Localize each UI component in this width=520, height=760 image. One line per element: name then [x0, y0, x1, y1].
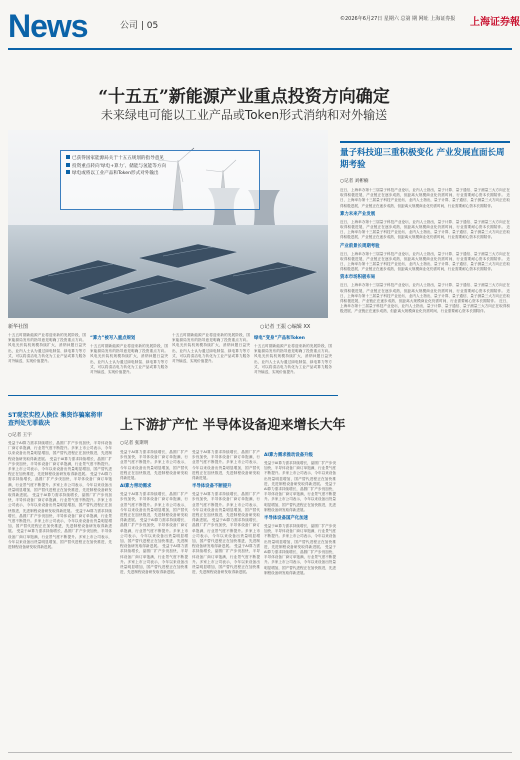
summary-item: 绿电或将以工业产品和Token形式对外输出 [66, 170, 254, 178]
news-logo: News [8, 8, 88, 44]
left-article-author: ○记者 王宇 [8, 433, 32, 438]
semiconductor-headline: 上下游扩产忙 半导体设备迎来增长大年 [120, 418, 346, 433]
lead-column-2: “算力”被写入重点规划 十五五时期新能源产业将迎来新的发展阶段，国家能源局发布的指导意见明确了投资重点方向。风电光伏装机规模持续扩大，消纳问题日益突出，业内人士认为通过绿电制氢、绿电算力等方式，可以将清洁电力转化为工业产品或算力服务对外输送，实现价值提升。 [90, 336, 168, 375]
left-article-headline: ST观宏实控人换位 集资诈骗案将审查判处无罪裁决 [8, 412, 103, 427]
side-article-body: 近日，上海举办第十三届量子科技产业论坛，业内人士指出，量子计算、量子通信、量子测量三大方向正在取得积极进展，产业链正在逐步成熟，但距离大规模商业化仍需时间，行业需要耐心资本长期陪伴。 近日，上海举办第十三届量子科技产业论坛，业内人士指出，量子计算、量子通信、量子测量三大方向正在取得积极进展，产业链正在逐步成熟，但距离大规模商业化仍需时间，行业需要耐心资本长期陪伴。 算力未来产业发展 近日，上海举办第十三届量子科技产业论坛，业内人士指出，量子计算、量子通信、量子测量三大方向正在取得积极进展，产业链正在逐步成熟，但距离大规模商业化仍需时间，行业需要耐心资本长期陪伴。 近日，上海举办第十三届量子科技产业论坛，业内人士指出，量子计算、量子通信、量子测量三大方向正在取得积极进展，产业链正在逐步成熟，但距离大规模商业化仍需时间，行业需要耐心资本长期陪伴。 产业前景长周期考验 近日，上海举办第十三届量子科技产业论坛，业内人士指出，量子计算、量子通信、量子测量三大方向正在取得积极进展，产业链正在逐步成熟，但距离大规模商业化仍需时间，行业需要耐心资本长期陪伴。 近日，上海举办第十三届量子科技产业论坛，业内人士指出，量子计算、量子通信、量子测量三大方向正在取得积极进展，产业链正在逐步成熟，但距离大规模商业化仍需时间，行业需要耐心资本长期陪伴。 资本市场积极布局 近日，上海举办第十三届量子科技产业论坛，业内人士指出，量子计算、量子通信、量子测量三大方向正在取得积极进展，产业链正在逐步成熟，但距离大规模商业化仍需时间，行业需要耐心资本长期陪伴。 近日，上海举办第十三届量子科技产业论坛，业内人士指出，量子计算、量子通信、量子测量三大方向正在取得积极进展，产业链正在逐步成熟，但距离大规模商业化仍需时间，行业需要耐心资本长期陪伴。 近日，上海举办第十三届量子科技产业论坛，业内人士指出，量子计算、量子通信、量子测量三大方向正在取得积极进展，产业链正在逐步成熟，但距离大规模商业化仍需时间，行业需要耐心资本长期陪伴。 [340, 188, 510, 314]
summary-item: 已获得国家能源局关于十五五规划的指导意见 [66, 155, 254, 163]
left-article-body: 受益于AI算力需求持续增长，晶圆厂扩产步伐加快，半导体设备厂商订单饱满，行业景气度不断提升。多家上市公司表示，今年以来设备出货量明显增加，国产替代进程正在加快推进，先进制程设备研发取得新进展。 受益于AI算力需求持续增长，晶圆厂扩产步伐加快，半导体设备厂商订单饱满，行业景气度不断提升。多家上市公司表示，今年以来设备出货量明显增加，国产替代进程正在加快推进，先进制程设备研发取得新进展。 受益于AI算力需求持续增长，晶圆厂扩产步伐加快，半导体设备厂商订单饱满，行业景气度不断提升。多家上市公司表示，今年以来设备出货量明显增加，国产替代进程正在加快推进，先进制程设备研发取得新进展。 受益于AI算力需求持续增长，晶圆厂扩产步伐加快，半导体设备厂商订单饱满，行业景气度不断提升。多家上市公司表示，今年以来设备出货量明显增加，国产替代进程正在加快推进，先进制程设备研发取得新进展。 受益于AI算力需求持续增长，晶圆厂扩产步伐加快，半导体设备厂商订单饱满，行业景气度不断提升。多家上市公司表示，今年以来设备出货量明显增加，国产替代进程正在加快推进，先进制程设备研发取得新进展。 受益于AI算力需求持续增长，晶圆厂扩产步伐加快，半导体设备厂商订单饱满，行业景气度不断提升。多家上市公司表示，今年以来设备出货量明显增加，国产替代进程正在加快推进，先进制程设备研发取得新进展。 [8, 441, 112, 550]
column-subtitle: 半导体设备不断提升 [192, 484, 232, 490]
lead-column-3: 十五五时期新能源产业将迎来新的发展阶段，国家能源局发布的指导意见明确了投资重点方向。风电光伏装机规模持续扩大，消纳问题日益突出，业内人士认为通过绿电制氢、绿电算力等方式，可以将清洁电力转化为工业产品或算力服务对外输送，实现价值提升。 [172, 333, 250, 364]
column-subtitle: AI算力带动需求 [120, 484, 152, 490]
section-divider [8, 395, 338, 396]
column-subtitle: AI算力需求推动设备升级 [264, 453, 313, 458]
bullet-square-icon [66, 170, 70, 174]
column-subtitle: “算力”被写入重点规划 [90, 336, 136, 341]
column-subtitle: 半导体设备国产化加速 [264, 516, 308, 522]
lead-column-4: 绿电“变身”产品和Token 十五五时期新能源产业将迎来新的发展阶段，国家能源局发布的指导意见明确了投资重点方向。风电光伏装机规模持续扩大，消纳问题日益突出，业内人士认为通过绿电制氢、绿电算力等方式，可以将清洁电力转化为工业产品或算力服务对外输送，实现价值提升。 [254, 336, 332, 375]
dateline: ©2026年6月27日 星期六 总第 期 网址 上海证券报 [340, 16, 456, 22]
section-label: 公司 | 05 [120, 21, 159, 31]
side-subtitle: 产业前景长周期考验 [340, 243, 380, 249]
side-subtitle: 资本市场积极布局 [340, 275, 376, 281]
lead-column-1: 十五五时期新能源产业将迎来新的发展阶段，国家能源局发布的指导意见明确了投资重点方向。风电光伏装机规模持续扩大，消纳问题日益突出，业内人士认为通过绿电制氢、绿电算力等方式，可以将清洁电力转化为工业产品或算力服务对外输送，实现价值提升。 [8, 333, 86, 364]
lead-headline: “十五五”新能源产业重点投资方向确定 [98, 87, 390, 107]
side-rule [340, 141, 510, 143]
masthead: 上海证券報 [470, 17, 520, 28]
header-rule [8, 48, 512, 50]
lead-summary-box [60, 150, 260, 210]
semiconductor-column-3: AI算力需求推动设备升级 受益于AI算力需求持续增长，晶圆厂扩产步伐加快，半导体设备厂商订单饱满，行业景气度不断提升。多家上市公司表示，今年以来设备出货量明显增加，国产替代进程正在加快推进，先进制程设备研发取得新进展。 受益于AI算力需求持续增长，晶圆厂扩产步伐加快，半导体设备厂商订单饱满，行业景气度不断提升。多家上市公司表示，今年以来设备出货量明显增加，国产替代进程正在加快推进，先进制程设备研发取得新进展。 半导体设备国产化加速 受益于AI算力需求持续增长，晶圆厂扩产步伐加快，半导体设备厂商订单饱满，行业景气度不断提升。多家上市公司表示，今年以来设备出货量明显增加，国产替代进程正在加快推进，先进制程设备研发取得新进展。 受益于AI算力需求持续增长，晶圆厂扩产步伐加快，半导体设备厂商订单饱满，行业景气度不断提升。多家上市公司表示，今年以来设备出货量明显增加，国产替代进程正在加快推进，先进制程设备研发取得新进展。 [264, 453, 336, 575]
side-subtitle: 算力未来产业发展 [340, 211, 376, 217]
semiconductor-column-2: 受益于AI算力需求持续增长，晶圆厂扩产步伐加快，半导体设备厂商订单饱满，行业景气度不断提升。多家上市公司表示，今年以来设备出货量明显增加，国产替代进程正在加快推进，先进制程设备研发取得新进展。 半导体设备不断提升 受益于AI算力需求持续增长，晶圆厂扩产步伐加快，半导体设备厂商订单饱满，行业景气度不断提升。多家上市公司表示，今年以来设备出货量明显增加，国产替代进程正在加快推进，先进制程设备研发取得新进展。 受益于AI算力需求持续增长，晶圆厂扩产步伐加快，半导体设备厂商订单饱满，行业景气度不断提升。多家上市公司表示，今年以来设备出货量明显增加，国产替代进程正在加快推进，先进制程设备研发取得新进展。 受益于AI算力需求持续增长，晶圆厂扩产步伐加快，半导体设备厂商订单饱满，行业景气度不断提升。多家上市公司表示，今年以来设备出货量明显增加，国产替代进程正在加快推进，先进制程设备研发取得新进展。 [192, 450, 260, 575]
side-author: ○记者 刘彬楠 [340, 179, 369, 184]
footer-rule [8, 752, 512, 753]
photo-caption: 新华社图 [8, 324, 29, 330]
side-headline: 量子科技迎三重积极变化 产业发展直面长周期考验 [340, 148, 505, 170]
summary-item: 投资重点转向‘绿电+算力’、储能与氢能等方向 [66, 163, 254, 171]
bullet-square-icon [66, 155, 70, 159]
semiconductor-author: ○记者 张斯明 [120, 441, 149, 446]
bullet-square-icon [66, 163, 70, 167]
column-subtitle: 绿电“变身”产品和Token [254, 336, 305, 341]
lead-subhead: 未来绿电可能以工业产品或Token形式消纳和对外输送 [100, 108, 388, 122]
lead-author: ○记者 王振 ○编辑 XX [260, 324, 311, 330]
semiconductor-column-1: 受益于AI算力需求持续增长，晶圆厂扩产步伐加快，半导体设备厂商订单饱满，行业景气度不断提升。多家上市公司表示，今年以来设备出货量明显增加，国产替代进程正在加快推进，先进制程设备研发取得新进展。 AI算力带动需求 受益于AI算力需求持续增长，晶圆厂扩产步伐加快，半导体设备厂商订单饱满，行业景气度不断提升。多家上市公司表示，今年以来设备出货量明显增加，国产替代进程正在加快推进，先进制程设备研发取得新进展。 受益于AI算力需求持续增长，晶圆厂扩产步伐加快，半导体设备厂商订单饱满，行业景气度不断提升。多家上市公司表示，今年以来设备出货量明显增加，国产替代进程正在加快推进，先进制程设备研发取得新进展。 受益于AI算力需求持续增长，晶圆厂扩产步伐加快，半导体设备厂商订单饱满，行业景气度不断提升。多家上市公司表示，今年以来设备出货量明显增加，国产替代进程正在加快推进，先进制程设备研发取得新进展。 [120, 450, 188, 575]
